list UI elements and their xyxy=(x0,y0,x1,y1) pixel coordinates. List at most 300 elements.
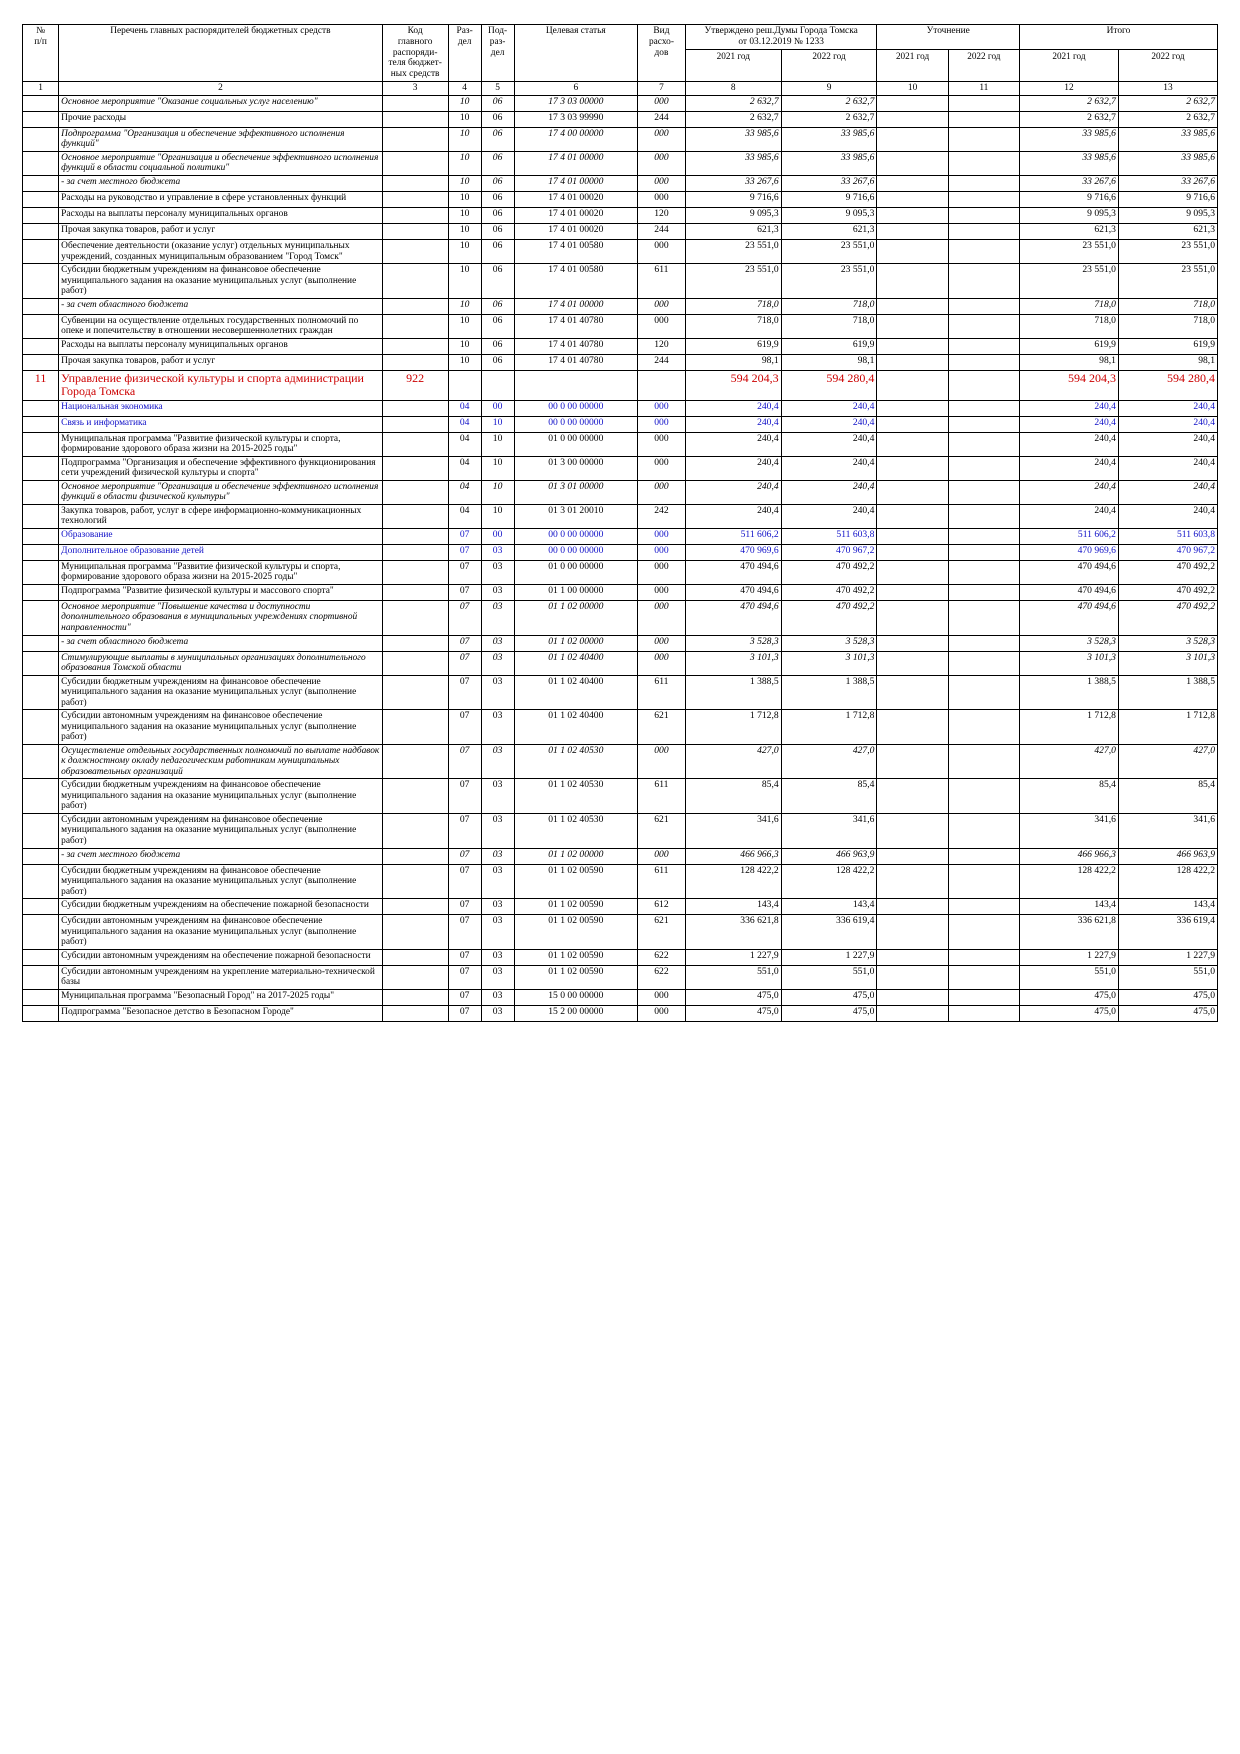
header-num xyxy=(23,25,59,82)
cell-total-2021: 240,4 xyxy=(1019,456,1118,480)
cell-total-2022: 240,4 xyxy=(1118,416,1217,432)
header-code-l1: Код xyxy=(407,26,423,36)
cell-vid: 622 xyxy=(638,949,686,965)
cell-total-2021: 33 985,6 xyxy=(1019,127,1118,151)
cell-razdel: 07 xyxy=(448,779,481,814)
cell-vid: 622 xyxy=(638,965,686,989)
cell-approved-2021: 33 267,6 xyxy=(685,176,781,192)
cell-code xyxy=(382,314,448,338)
header-approved-l1: Утверждено реш.Думы Города Томска xyxy=(704,26,858,36)
cell-approved-2021: 619,9 xyxy=(685,338,781,354)
cell-approved-2021: 511 606,2 xyxy=(685,528,781,544)
cell-name: Расходы на выплаты персоналу муниципальных органов xyxy=(59,338,382,354)
table-row xyxy=(23,480,1218,504)
cell-approved-2022: 143,4 xyxy=(781,899,877,915)
cell-vid: 000 xyxy=(638,651,686,675)
header-code xyxy=(382,25,448,82)
cell-clarify-2022 xyxy=(948,416,1019,432)
cell-total-2021: 143,4 xyxy=(1019,899,1118,915)
cell-statya: 17 4 01 00580 xyxy=(514,240,637,264)
table-row xyxy=(23,965,1218,989)
cell-num xyxy=(23,314,59,338)
cell-num xyxy=(23,111,59,127)
cell-total-2022: 718,0 xyxy=(1118,298,1217,314)
cell-approved-2021: 33 985,6 xyxy=(685,127,781,151)
cell-clarify-2022 xyxy=(948,848,1019,864)
header-approved-2022: 2022 год xyxy=(781,49,877,81)
cell-podrazdel: 10 xyxy=(481,504,514,528)
cell-total-2021: 2 632,7 xyxy=(1019,111,1118,127)
table-row xyxy=(23,813,1218,848)
header-total-2021: 2021 год xyxy=(1019,49,1118,81)
cell-total-2022: 2 632,7 xyxy=(1118,111,1217,127)
cell-clarify-2021 xyxy=(877,151,948,175)
cell-clarify-2021 xyxy=(877,864,948,899)
cell-total-2022: 619,9 xyxy=(1118,338,1217,354)
header-clarify-group: Уточнение xyxy=(877,25,1020,50)
cell-approved-2022: 2 632,7 xyxy=(781,111,877,127)
cell-approved-2021: 594 204,3 xyxy=(685,370,781,400)
cell-approved-2021: 475,0 xyxy=(685,989,781,1005)
cell-total-2022: 33 985,6 xyxy=(1118,127,1217,151)
cell-approved-2022: 619,9 xyxy=(781,338,877,354)
cell-podrazdel: 06 xyxy=(481,192,514,208)
cell-statya: 00 0 00 00000 xyxy=(514,528,637,544)
cell-total-2021: 240,4 xyxy=(1019,504,1118,528)
cell-num xyxy=(23,432,59,456)
cell-approved-2022: 551,0 xyxy=(781,965,877,989)
cell-podrazdel: 03 xyxy=(481,544,514,560)
cell-total-2022: 33 267,6 xyxy=(1118,176,1217,192)
cell-vid: 000 xyxy=(638,192,686,208)
cell-razdel: 07 xyxy=(448,899,481,915)
cell-num xyxy=(23,813,59,848)
cell-approved-2022: 2 632,7 xyxy=(781,95,877,111)
table-row xyxy=(23,848,1218,864)
colnum-3: 3 xyxy=(382,82,448,96)
cell-name: Муниципальная программа "Безопасный Город" на 2017-2025 годы" xyxy=(59,989,382,1005)
cell-clarify-2021 xyxy=(877,298,948,314)
cell-total-2021: 551,0 xyxy=(1019,965,1118,989)
cell-clarify-2021 xyxy=(877,848,948,864)
cell-approved-2022: 33 267,6 xyxy=(781,176,877,192)
cell-clarify-2022 xyxy=(948,95,1019,111)
cell-podrazdel: 06 xyxy=(481,95,514,111)
cell-clarify-2022 xyxy=(948,338,1019,354)
cell-razdel: 10 xyxy=(448,240,481,264)
cell-razdel xyxy=(448,370,481,400)
cell-clarify-2022 xyxy=(948,151,1019,175)
cell-clarify-2022 xyxy=(948,899,1019,915)
cell-clarify-2021 xyxy=(877,651,948,675)
cell-podrazdel: 03 xyxy=(481,949,514,965)
cell-statya: 17 4 01 40780 xyxy=(514,314,637,338)
header-num-line1: № xyxy=(36,26,46,36)
cell-clarify-2022 xyxy=(948,675,1019,710)
cell-razdel: 07 xyxy=(448,651,481,675)
cell-approved-2021: 1 712,8 xyxy=(685,710,781,745)
cell-vid: 242 xyxy=(638,504,686,528)
cell-total-2021: 475,0 xyxy=(1019,989,1118,1005)
cell-num xyxy=(23,338,59,354)
cell-code xyxy=(382,111,448,127)
cell-razdel: 10 xyxy=(448,127,481,151)
cell-razdel: 07 xyxy=(448,584,481,600)
cell-podrazdel: 06 xyxy=(481,176,514,192)
cell-name: Основное мероприятие "Организация и обеспечение эффективного исполнения функций в области физической культуры" xyxy=(59,480,382,504)
cell-vid: 621 xyxy=(638,710,686,745)
cell-podrazdel: 03 xyxy=(481,584,514,600)
header-podrazdel-l2: раз- xyxy=(489,36,506,47)
cell-statya: 17 4 01 00000 xyxy=(514,298,637,314)
cell-code xyxy=(382,416,448,432)
cell-num xyxy=(23,989,59,1005)
cell-name: Субсидии автономным учреждениям на финансовое обеспечение муниципального задания на оказание муниципальных услуг (выполнение работ) xyxy=(59,813,382,848)
cell-code xyxy=(382,354,448,370)
table-row xyxy=(23,915,1218,950)
cell-code xyxy=(382,949,448,965)
cell-clarify-2021 xyxy=(877,949,948,965)
table-row xyxy=(23,224,1218,240)
header-approved-l2: от 03.12.2019 № 1233 xyxy=(738,36,824,47)
cell-clarify-2021 xyxy=(877,314,948,338)
cell-vid: 000 xyxy=(638,400,686,416)
cell-name: Прочие расходы xyxy=(59,111,382,127)
cell-name: Расходы на выплаты персоналу муниципальных органов xyxy=(59,208,382,224)
cell-approved-2022: 240,4 xyxy=(781,400,877,416)
cell-name: Подпрограмма "Организация и обеспечение эффективного функционирования сети учреждений физической культуры и спорта" xyxy=(59,456,382,480)
cell-code xyxy=(382,176,448,192)
cell-vid: 244 xyxy=(638,111,686,127)
cell-vid: 000 xyxy=(638,584,686,600)
cell-name: - за счет областного бюджета xyxy=(59,298,382,314)
cell-num xyxy=(23,354,59,370)
cell-total-2022: 336 619,4 xyxy=(1118,915,1217,950)
colnum-4: 4 xyxy=(448,82,481,96)
cell-clarify-2021 xyxy=(877,95,948,111)
cell-statya: 17 3 03 99990 xyxy=(514,111,637,127)
cell-approved-2022: 470 492,2 xyxy=(781,584,877,600)
header-razdel xyxy=(448,25,481,82)
cell-clarify-2022 xyxy=(948,584,1019,600)
cell-razdel: 07 xyxy=(448,965,481,989)
cell-clarify-2021 xyxy=(877,208,948,224)
table-row xyxy=(23,504,1218,528)
table-row xyxy=(23,338,1218,354)
colnum-12: 12 xyxy=(1019,82,1118,96)
cell-vid: 611 xyxy=(638,779,686,814)
cell-total-2021: 128 422,2 xyxy=(1019,864,1118,899)
cell-approved-2022: 240,4 xyxy=(781,480,877,504)
cell-approved-2021: 240,4 xyxy=(685,504,781,528)
cell-num xyxy=(23,264,59,299)
cell-num xyxy=(23,298,59,314)
cell-name: Подпрограмма "Организация и обеспечение эффективного исполнения функций" xyxy=(59,127,382,151)
table-row xyxy=(23,264,1218,299)
header-vid-l1: Вид расхо- xyxy=(648,26,674,47)
cell-approved-2022: 466 963,9 xyxy=(781,848,877,864)
cell-total-2022: 470 967,2 xyxy=(1118,544,1217,560)
cell-code xyxy=(382,544,448,560)
column-number-row xyxy=(23,82,1218,96)
cell-vid: 120 xyxy=(638,208,686,224)
cell-num xyxy=(23,400,59,416)
cell-clarify-2022 xyxy=(948,949,1019,965)
cell-code xyxy=(382,600,448,635)
cell-name: Национальная экономика xyxy=(59,400,382,416)
cell-approved-2021: 2 632,7 xyxy=(685,111,781,127)
cell-podrazdel: 03 xyxy=(481,899,514,915)
cell-statya: 01 1 02 00590 xyxy=(514,949,637,965)
cell-razdel: 04 xyxy=(448,480,481,504)
table-row xyxy=(23,95,1218,111)
cell-code xyxy=(382,848,448,864)
cell-clarify-2021 xyxy=(877,192,948,208)
cell-name: Субвенции на осуществление отдельных государственных полномочий по опеке и попечительству в отношении несовершеннолетних граждан xyxy=(59,314,382,338)
cell-name: Дополнительное образование детей xyxy=(59,544,382,560)
table-row xyxy=(23,899,1218,915)
cell-podrazdel: 03 xyxy=(481,813,514,848)
cell-clarify-2022 xyxy=(948,710,1019,745)
header-num-line2: п/п xyxy=(34,36,47,47)
cell-num xyxy=(23,848,59,864)
cell-statya: 17 3 03 00000 xyxy=(514,95,637,111)
cell-name: Субсидии автономным учреждениям на финансовое обеспечение муниципального задания на оказание муниципальных услуг (выполнение работ) xyxy=(59,915,382,950)
cell-statya: 17 4 01 00000 xyxy=(514,151,637,175)
cell-clarify-2022 xyxy=(948,370,1019,400)
cell-total-2022: 1 227,9 xyxy=(1118,949,1217,965)
cell-vid: 000 xyxy=(638,635,686,651)
cell-podrazdel: 03 xyxy=(481,864,514,899)
cell-razdel: 07 xyxy=(448,544,481,560)
cell-clarify-2021 xyxy=(877,560,948,584)
cell-clarify-2022 xyxy=(948,127,1019,151)
table-row xyxy=(23,779,1218,814)
cell-approved-2021: 23 551,0 xyxy=(685,240,781,264)
cell-total-2022: 240,4 xyxy=(1118,400,1217,416)
cell-clarify-2021 xyxy=(877,779,948,814)
cell-num xyxy=(23,744,59,779)
cell-podrazdel: 03 xyxy=(481,848,514,864)
cell-total-2022: 511 603,8 xyxy=(1118,528,1217,544)
cell-vid: 611 xyxy=(638,675,686,710)
cell-num xyxy=(23,584,59,600)
cell-code xyxy=(382,528,448,544)
cell-name: - за счет местного бюджета xyxy=(59,848,382,864)
cell-statya: 17 4 01 40780 xyxy=(514,338,637,354)
cell-name: Субсидии автономным учреждениям на обеспечение пожарной безопасности xyxy=(59,949,382,965)
cell-total-2021: 33 267,6 xyxy=(1019,176,1118,192)
table-row xyxy=(23,1005,1218,1021)
table-row xyxy=(23,432,1218,456)
cell-approved-2022: 336 619,4 xyxy=(781,915,877,950)
cell-clarify-2022 xyxy=(948,480,1019,504)
cell-clarify-2021 xyxy=(877,127,948,151)
cell-num xyxy=(23,176,59,192)
cell-clarify-2021 xyxy=(877,176,948,192)
cell-statya: 01 3 01 20010 xyxy=(514,504,637,528)
cell-vid: 621 xyxy=(638,915,686,950)
cell-num xyxy=(23,915,59,950)
colnum-6: 6 xyxy=(514,82,637,96)
cell-razdel: 07 xyxy=(448,744,481,779)
table-row xyxy=(23,560,1218,584)
cell-code xyxy=(382,224,448,240)
cell-razdel: 10 xyxy=(448,264,481,299)
cell-approved-2022: 9 716,6 xyxy=(781,192,877,208)
cell-approved-2021: 1 388,5 xyxy=(685,675,781,710)
cell-podrazdel: 03 xyxy=(481,651,514,675)
cell-approved-2022: 718,0 xyxy=(781,314,877,338)
table-row xyxy=(23,635,1218,651)
cell-approved-2021: 2 632,7 xyxy=(685,95,781,111)
cell-clarify-2021 xyxy=(877,264,948,299)
cell-approved-2021: 470 494,6 xyxy=(685,584,781,600)
cell-approved-2022: 128 422,2 xyxy=(781,864,877,899)
cell-approved-2021: 240,4 xyxy=(685,432,781,456)
table-row xyxy=(23,370,1218,400)
cell-statya: 17 4 01 00020 xyxy=(514,208,637,224)
cell-name: Основное мероприятие "Оказание социальных услуг населению" xyxy=(59,95,382,111)
cell-total-2021: 475,0 xyxy=(1019,1005,1118,1021)
cell-total-2021: 718,0 xyxy=(1019,314,1118,338)
cell-statya: 01 1 02 00590 xyxy=(514,899,637,915)
cell-razdel: 07 xyxy=(448,989,481,1005)
cell-num xyxy=(23,600,59,635)
header-code-l5: ных средств xyxy=(390,69,440,80)
table-row xyxy=(23,989,1218,1005)
cell-total-2021: 1 388,5 xyxy=(1019,675,1118,710)
cell-total-2022: 9 095,3 xyxy=(1118,208,1217,224)
cell-approved-2022: 718,0 xyxy=(781,298,877,314)
cell-name: Связь и информатика xyxy=(59,416,382,432)
cell-total-2021: 336 621,8 xyxy=(1019,915,1118,950)
cell-approved-2022: 23 551,0 xyxy=(781,264,877,299)
cell-total-2022: 128 422,2 xyxy=(1118,864,1217,899)
cell-podrazdel: 03 xyxy=(481,675,514,710)
cell-num xyxy=(23,192,59,208)
cell-statya xyxy=(514,370,637,400)
cell-num xyxy=(23,965,59,989)
cell-approved-2022: 470 967,2 xyxy=(781,544,877,560)
cell-num xyxy=(23,456,59,480)
cell-approved-2022: 98,1 xyxy=(781,354,877,370)
cell-num xyxy=(23,95,59,111)
colnum-13: 13 xyxy=(1118,82,1217,96)
cell-total-2022: 9 716,6 xyxy=(1118,192,1217,208)
cell-approved-2022: 9 095,3 xyxy=(781,208,877,224)
cell-code xyxy=(382,456,448,480)
cell-approved-2021: 240,4 xyxy=(685,416,781,432)
cell-approved-2022: 240,4 xyxy=(781,504,877,528)
cell-approved-2021: 240,4 xyxy=(685,480,781,504)
cell-razdel: 07 xyxy=(448,1005,481,1021)
cell-code xyxy=(382,584,448,600)
cell-clarify-2021 xyxy=(877,224,948,240)
cell-total-2022: 240,4 xyxy=(1118,480,1217,504)
cell-clarify-2021 xyxy=(877,544,948,560)
cell-clarify-2021 xyxy=(877,400,948,416)
cell-num xyxy=(23,675,59,710)
cell-num xyxy=(23,635,59,651)
cell-clarify-2021 xyxy=(877,915,948,950)
table-row xyxy=(23,528,1218,544)
cell-code xyxy=(382,95,448,111)
cell-code xyxy=(382,635,448,651)
cell-clarify-2022 xyxy=(948,456,1019,480)
cell-clarify-2021 xyxy=(877,432,948,456)
cell-name: Подпрограмма "Безопасное детство в Безопасном Городе" xyxy=(59,1005,382,1021)
cell-num xyxy=(23,151,59,175)
cell-code xyxy=(382,779,448,814)
cell-clarify-2022 xyxy=(948,176,1019,192)
cell-podrazdel: 03 xyxy=(481,989,514,1005)
cell-clarify-2021 xyxy=(877,416,948,432)
cell-statya: 00 0 00 00000 xyxy=(514,544,637,560)
header-code-l2: главного xyxy=(397,36,433,47)
cell-approved-2021: 98,1 xyxy=(685,354,781,370)
cell-name: Муниципальная программа "Развитие физической культуры и спорта, формирование здорового образа жизни на 2015-2025 годы" xyxy=(59,432,382,456)
cell-code xyxy=(382,915,448,950)
table-row xyxy=(23,456,1218,480)
header-razdel-l2: дел xyxy=(457,36,472,47)
colnum-7: 7 xyxy=(638,82,686,96)
colnum-2: 2 xyxy=(59,82,382,96)
cell-vid: 000 xyxy=(638,416,686,432)
cell-vid: 000 xyxy=(638,848,686,864)
cell-approved-2021: 718,0 xyxy=(685,298,781,314)
cell-clarify-2021 xyxy=(877,635,948,651)
cell-total-2022: 240,4 xyxy=(1118,504,1217,528)
cell-statya: 01 1 02 00590 xyxy=(514,915,637,950)
header-code-l4: теля бюджет- xyxy=(388,58,442,69)
cell-vid: 000 xyxy=(638,544,686,560)
cell-total-2021: 621,3 xyxy=(1019,224,1118,240)
cell-name: Основное мероприятие "Повышение качества и доступности дополнительного образования в муниципальных учреждениях спортивной направленности" xyxy=(59,600,382,635)
cell-statya: 01 0 00 00000 xyxy=(514,432,637,456)
cell-statya: 01 3 00 00000 xyxy=(514,456,637,480)
cell-clarify-2021 xyxy=(877,744,948,779)
cell-total-2022: 143,4 xyxy=(1118,899,1217,915)
cell-approved-2021: 33 985,6 xyxy=(685,151,781,175)
cell-vid: 611 xyxy=(638,864,686,899)
cell-clarify-2022 xyxy=(948,989,1019,1005)
cell-total-2021: 9 716,6 xyxy=(1019,192,1118,208)
cell-total-2022: 23 551,0 xyxy=(1118,264,1217,299)
cell-num xyxy=(23,208,59,224)
cell-num xyxy=(23,864,59,899)
header-total-group: Итого xyxy=(1019,25,1217,50)
cell-clarify-2021 xyxy=(877,710,948,745)
cell-name: Субсидии автономным учреждениям на финансовое обеспечение муниципального задания на оказание муниципальных услуг (выполнение работ) xyxy=(59,710,382,745)
cell-name: Субсидии бюджетным учреждениям на финансовое обеспечение муниципального задания на оказание муниципальных услуг (выполнение работ) xyxy=(59,779,382,814)
cell-vid: 000 xyxy=(638,456,686,480)
cell-code xyxy=(382,192,448,208)
cell-code xyxy=(382,504,448,528)
cell-statya: 01 1 02 00000 xyxy=(514,848,637,864)
cell-clarify-2021 xyxy=(877,600,948,635)
cell-podrazdel: 03 xyxy=(481,965,514,989)
cell-clarify-2022 xyxy=(948,635,1019,651)
table-row xyxy=(23,744,1218,779)
cell-podrazdel: 03 xyxy=(481,635,514,651)
cell-total-2022: 341,6 xyxy=(1118,813,1217,848)
table-row xyxy=(23,544,1218,560)
cell-approved-2021: 341,6 xyxy=(685,813,781,848)
cell-approved-2021: 240,4 xyxy=(685,456,781,480)
cell-clarify-2022 xyxy=(948,528,1019,544)
cell-clarify-2021 xyxy=(877,899,948,915)
